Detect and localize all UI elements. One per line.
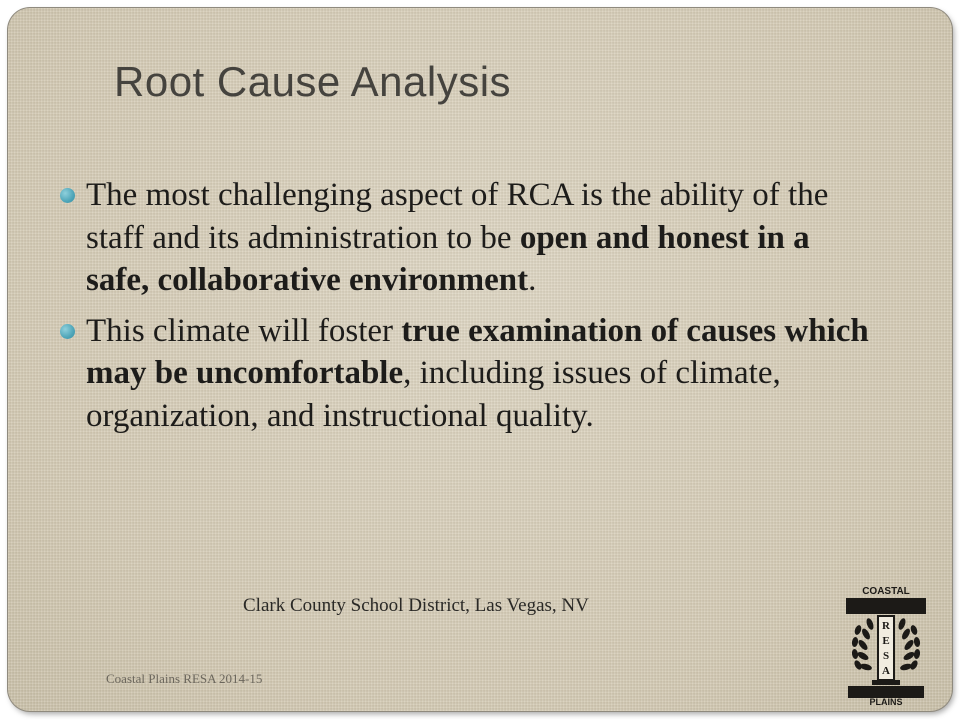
logo-letter: A: [882, 665, 890, 677]
laurel-left-icon: [851, 617, 875, 671]
bullet-text: The most challenging aspect of RCA is the ability of the staff and its administration to be: [86, 177, 829, 256]
footer-text: Coastal Plains RESA 2014-15: [106, 671, 263, 686]
laurel-right-icon: [897, 617, 921, 671]
logo-letter: R: [882, 620, 890, 632]
bullet-dot-icon: [60, 324, 75, 339]
bullet-text: .: [528, 262, 537, 298]
bullet-emphasis: true examination of causes which may be uncomfortable: [86, 312, 869, 391]
bullet-item: [52, 310, 872, 438]
logo-bottom-text: PLAINS: [869, 697, 903, 706]
logo-letter: E: [882, 635, 890, 647]
logo-letter: S: [882, 650, 890, 662]
slide: [8, 8, 952, 711]
logo-base: [872, 680, 900, 685]
bullet-list: [52, 174, 872, 445]
bullet-emphasis: open and honest in a safe, collaborative environment: [86, 219, 810, 298]
bullet-item: [52, 174, 872, 302]
logo-top-banner: [846, 598, 926, 614]
logo-top-text: COASTAL: [862, 586, 910, 597]
coastal-plains-resa-logo: [844, 584, 928, 706]
source-attribution: Clark County School District, Las Vegas, NV: [243, 595, 589, 616]
bullet-text: , including issues of climate, organization, and instructional quality.: [86, 355, 781, 434]
bullet-dot-icon: [60, 188, 75, 203]
bullet-text: This climate will foster: [86, 312, 402, 349]
slide-title: Root Cause Analysis: [114, 58, 512, 105]
